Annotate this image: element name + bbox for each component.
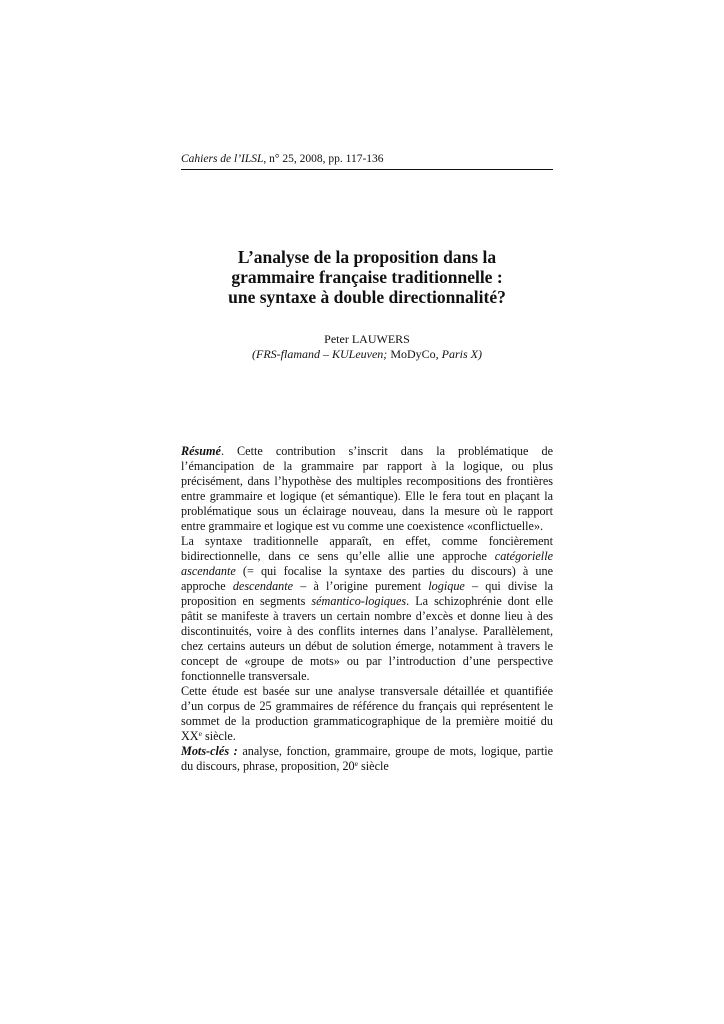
abstract-p2-term-semantico: sémantico-logiques	[311, 594, 407, 608]
title-line-1: L’analyse de la proposition dans la	[237, 247, 497, 267]
abstract-label: Résumé	[181, 444, 221, 458]
keywords-text-a: analyse, fonction, grammaire, groupe de mots, logique, partie du discours, phrase, proposition, 20	[181, 744, 553, 773]
keywords-label: Mots-clés :	[181, 744, 238, 758]
abstract-paragraph-1	[181, 444, 553, 534]
issue-details: , n° 25, 2008, pp. 117-136	[263, 153, 384, 165]
abstract-p3-text-b: siècle.	[201, 729, 236, 743]
title-line-3: une syntaxe à double directionnalité?	[228, 287, 506, 307]
abstract-p2-term-descendante: descendante	[232, 579, 294, 593]
abstract-p2-text-i: . La schizophrénie dont elle pâtit se manifeste à travers un certain nombre d’excès et donne lieu à des discontinuités, voire à des conflits internes dans l’analyse. Parallèlement, chez certains auteurs un début de solution émerge, notamment à travers le concept de «groupe de mots» ou par l’introduction d’une perspective fonctionnelle transversale.	[181, 594, 554, 683]
abstract-paragraph-3	[181, 684, 553, 744]
abstract-p2-text-e: – à l’origine purement	[293, 579, 429, 593]
abstract-paragraph-2	[181, 534, 553, 684]
affiliation-part-1: (FRS-flamand – KULeuven;	[252, 347, 388, 361]
keywords-superscript: e	[354, 759, 358, 768]
author-block	[181, 332, 553, 362]
keywords	[181, 744, 553, 774]
abstract-p3-text-a: Cette étude est basée sur une analyse transversale détaillée et quantifiée d’un corpus de 25 grammaires de référence du français qui représentent le sommet de la production grammaticographique de la première moitié du XX	[181, 684, 553, 743]
abstract-p2-term-logique: logique	[428, 579, 465, 593]
abstract-p2-text-g: – qui divise la proposition en segments	[181, 579, 553, 608]
affiliation-part-3: , Paris X)	[435, 347, 482, 361]
header-rule	[181, 169, 553, 170]
abstract-p1-text: . Cette contribution s’inscrit dans la problématique de l’émancipation de la grammaire par rapport à la logique, ou plus précisément, dans l’hypothèse des multiples recompositions des frontières entre grammaire et logique (et sémantique). Elle le fera tout en plaçant la problématique sous un éclairage nouveau, dans la mesure où le rapport entre grammaire et logique est vu comme une coexistence «conflictuelle».	[181, 444, 553, 533]
abstract-p2-term-ascendante: catégorielle ascendante	[181, 549, 553, 578]
abstract-p2-text-a: La syntaxe traditionnelle apparaît, en effet, comme foncièrement bidirectionnelle, dans ce sens qu’elle allie une approche	[181, 534, 553, 563]
keywords-text-b: siècle	[358, 759, 389, 773]
abstract-p3-superscript: e	[198, 729, 202, 738]
author-name: Peter LAUWERS	[324, 332, 410, 346]
abstract-p2-text-c: (= qui focalise la syntaxe des parties du discours) à une approche	[181, 564, 553, 593]
affiliation-part-2: MoDyCo	[387, 347, 436, 361]
running-head	[181, 152, 553, 166]
title-line-2: grammaire française traditionnelle :	[231, 267, 503, 287]
abstract	[181, 444, 553, 774]
paper-title	[181, 247, 553, 307]
journal-name: Cahiers de l’ILSL	[181, 153, 264, 165]
author-affiliation	[181, 347, 553, 362]
